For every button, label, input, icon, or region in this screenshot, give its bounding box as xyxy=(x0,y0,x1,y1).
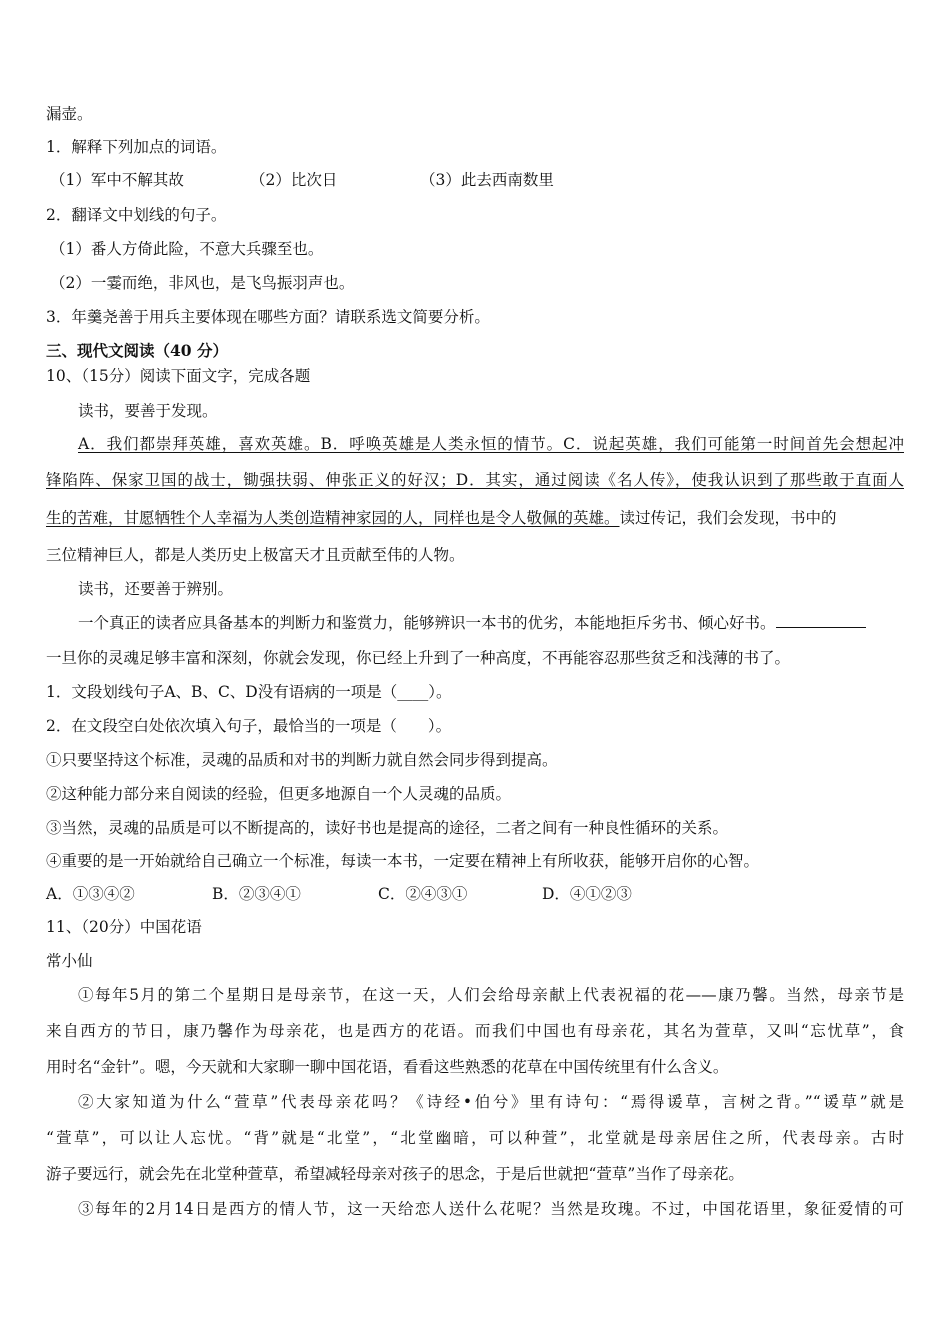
paragraph-line-4: 三位精神巨人，都是人类历史上极富天才且贡献至伟的人物。 xyxy=(46,546,465,564)
question-10-2: 2．在文段空白处依次填入句子，最恰当的一项是（ ）。 xyxy=(46,717,452,735)
article-p2-line-1: ②大家知道为什么“萱草”代表母亲花吗？《诗经•伯兮》里有诗句：“焉得谖草，言树之背。”“谖草”就是 xyxy=(78,1093,904,1111)
article-p1-line-1: ①每年5月的第二个星期日是母亲节，在这一天，人们会给母亲献上代表祝福的花——康乃馨。当然，母亲节是 xyxy=(78,986,904,1004)
fill-blank[interactable] xyxy=(776,613,866,628)
question-1-item-3: （3）此去西南数里 xyxy=(420,171,554,189)
paragraph-reader-text: 一个真正的读者应具备基本的判断力和鉴赏力，能够辨识一本书的优劣，本能地拒斥劣书、倾心好书。 xyxy=(78,614,776,632)
article-p3-line-1: ③每年的2月14日是西方的情人节，这一天给恋人送什么花呢？当然是玫瑰。不过，中国花语里，象征爱情的可 xyxy=(78,1200,904,1218)
article-p1-line-2: 来自西方的节日，康乃馨作为母亲花，也是西方的花语。而我们中国也有母亲花，其名为萱草，又叫“忘忧草”，食 xyxy=(46,1022,904,1040)
author-name: 常小仙 xyxy=(46,952,93,970)
sentence-option-1: ①只要坚持这个标准，灵魂的品质和对书的判断力就自然会同步得到提高。 xyxy=(46,751,558,769)
question-2-item-1: （1）番人方倚此险，不意大兵骤至也。 xyxy=(50,240,324,258)
question-2-item-2: （2）一霎而绝，非风也，是飞鸟振羽声也。 xyxy=(50,274,355,292)
choice-b: B．②③④① xyxy=(212,885,301,903)
question-3: 3．年羹尧善于用兵主要体现在哪些方面？请联系选文简要分析。 xyxy=(46,308,490,326)
paragraph-distinguish: 读书，还要善于辨别。 xyxy=(78,580,234,598)
question-11-heading: 11、（20分）中国花语 xyxy=(46,918,202,936)
sentence-option-2: ②这种能力部分来自阅读的经验，但更多地源自一个人灵魂的品质。 xyxy=(46,785,512,803)
section-heading: 三、现代文阅读（40 分） xyxy=(46,341,228,360)
article-p2-line-2: “萱草”，可以让人忘忧。“背”就是“北堂”，“北堂幽暗，可以种萱”，北堂就是母亲居住之所，代表母亲。古时 xyxy=(46,1129,904,1147)
article-p1-line-3: 用时名“金针”。嗯，今天就和大家聊一聊中国花语，看看这些熟悉的花草在中国传统里有什么含义。 xyxy=(46,1058,729,1076)
paragraph-discover: 读书，要善于发现。 xyxy=(78,402,218,420)
paragraph-line-3 xyxy=(46,508,837,528)
article-p2-line-3: 游子要远行，就会先在北堂种萱草，希望减轻母亲对孩子的思念，于是后世就把“萱草”当作了母亲花。 xyxy=(46,1165,744,1183)
question-10-heading: 10、（15分）阅读下面文字，完成各题 xyxy=(46,367,311,385)
paragraph-reader-line-1 xyxy=(78,613,866,633)
sentence-option-4: ④重要的是一开始就给自己确立一个标准，每读一本书，一定要在精神上有所收获，能够开启你的心智。 xyxy=(46,852,760,870)
question-1-item-2: （2）比次日 xyxy=(250,171,338,189)
underlined-sentence-line-2: 锋陷阵、保家卫国的战士，锄强扶弱、伸张正义的好汉；D．其实，通过阅读《名人传》，使我认识到了那些敢于直面人 xyxy=(46,471,904,489)
paragraph-line-3-rest: 读过传记，我们会发现，书中的 xyxy=(619,509,837,527)
choice-c: C．②④③① xyxy=(378,885,468,903)
choice-a: A．①③④② xyxy=(46,885,135,903)
choice-d: D．④①②③ xyxy=(542,885,632,903)
question-10-1: 1．文段划线句子A、B、C、D没有语病的一项是（____）。 xyxy=(46,683,452,701)
underlined-sentence-line-3: 生的苦难，甘愿牺牲个人幸福为人类创造精神家园的人，同样也是令人敬佩的英雄。 xyxy=(46,509,620,527)
underlined-sentence-line-1: A．我们都崇拜英雄，喜欢英雄。B．呼唤英雄是人类永恒的情节。C．说起英雄，我们可能第一时间首先会想起冲 xyxy=(78,435,904,453)
sentence-option-3: ③当然，灵魂的品质是可以不断提高的，读好书也是提高的途径，二者之间有一种良性循环的关系。 xyxy=(46,819,729,837)
passage-end-text: 漏壶。 xyxy=(46,105,93,123)
question-2: 2．翻译文中划线的句子。 xyxy=(46,206,227,224)
question-1: 1．解释下列加点的词语。 xyxy=(46,138,227,156)
paragraph-reader-line-2: 一旦你的灵魂足够丰富和深刻，你就会发现，你已经上升到了一种高度，不再能容忍那些贫乏和浅薄的书了。 xyxy=(46,649,791,667)
question-1-item-1: （1）军中不解其故 xyxy=(50,171,184,189)
